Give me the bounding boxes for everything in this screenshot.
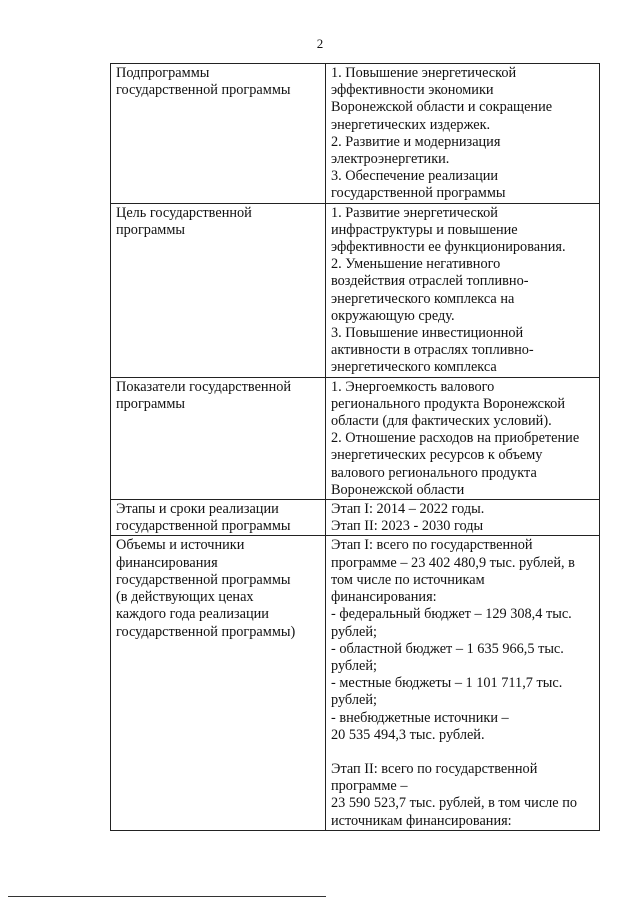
row-value-line: программе – 23 402 480,9 тыс. рублей, в	[331, 554, 575, 571]
row-value-line: Этап I: 2014 – 2022 годы.	[331, 501, 485, 518]
row-value-line: государственной программы	[331, 185, 506, 202]
row-value-cell	[326, 64, 600, 204]
row-value-line: энергетических ресурсов к объему	[331, 447, 543, 464]
table-row	[111, 377, 600, 499]
row-label-cell	[111, 64, 326, 204]
row-value-line: Воронежской области и сокращение	[331, 99, 553, 116]
row-label-cell	[111, 536, 326, 830]
row-label-line: Показатели государственной	[116, 378, 292, 395]
row-value-line: - местные бюджеты – 1 101 711,7 тыс.	[331, 675, 563, 692]
row-label-cell	[111, 500, 326, 536]
table-row	[111, 203, 600, 377]
row-value-line: воздействия отраслей топливно-	[331, 273, 529, 290]
row-label-line: государственной программы	[116, 518, 291, 535]
row-label-line: программы	[116, 221, 186, 238]
row-label-line: государственной программы	[116, 571, 291, 588]
row-value-line: окружающую среду.	[331, 307, 455, 324]
row-value-line: источникам финансирования:	[331, 812, 512, 829]
paragraph-gap	[331, 744, 595, 761]
row-value-cell	[326, 500, 600, 536]
row-label-line: Цель государственной	[116, 204, 252, 221]
row-value-line: эффективности ее функционирования.	[331, 239, 566, 256]
row-value-line: Воронежской области	[331, 481, 465, 498]
table-row	[111, 536, 600, 830]
passport-table-body	[111, 64, 600, 831]
row-value-line: инфраструктуры и повышение	[331, 221, 518, 238]
row-value-line: 2. Уменьшение негативного	[331, 256, 501, 273]
row-value-line: валового регионального продукта	[331, 464, 537, 481]
row-label-line: каждого года реализации	[116, 606, 269, 623]
row-label-line: государственной программы	[116, 82, 291, 99]
row-value-cell	[326, 203, 600, 377]
row-value-cell	[326, 536, 600, 830]
row-label-line: Подпрограммы	[116, 65, 210, 81]
row-value-line: 2. Развитие и модернизация	[331, 133, 501, 150]
row-value-line: энергетического комплекса на	[331, 290, 515, 307]
program-passport-table	[110, 63, 600, 831]
row-value-line: 1. Повышение энергетической	[331, 65, 517, 81]
row-value-line: Этап I: всего по государственной	[331, 537, 533, 554]
row-value-line: - внебюджетные источники –	[331, 709, 509, 726]
row-value-line: области (для фактических условий).	[331, 413, 552, 430]
row-value-line: активности в отраслях топливно-	[331, 342, 534, 359]
table-row	[111, 500, 600, 536]
row-value-line: финансирования:	[331, 589, 437, 606]
row-value-line: 2. Отношение расходов на приобретение	[331, 430, 580, 447]
row-value-cell	[326, 377, 600, 499]
row-label-line: Этапы и сроки реализации	[116, 501, 279, 518]
row-value-line: Этап II: 2023 - 2030 годы	[331, 518, 484, 535]
row-label-cell	[111, 203, 326, 377]
row-label-line: финансирования	[116, 554, 218, 571]
row-value-line: 1. Развитие энергетической	[331, 204, 498, 221]
row-label-cell	[111, 377, 326, 499]
page-number: 2	[316, 36, 324, 51]
row-value-line: 20 535 494,3 тыс. рублей.	[331, 726, 485, 743]
row-value-line: энергетических издержек.	[331, 116, 491, 133]
row-value-line: 3. Обеспечение реализации	[331, 168, 499, 185]
row-value-line: 1. Энергоемкость валового	[331, 378, 495, 395]
row-value-line: 3. Повышение инвестиционной	[331, 325, 524, 342]
row-value-line: энергетического комплекса	[331, 359, 497, 376]
row-value-line: эффективности экономики	[331, 82, 494, 99]
row-value-line: регионального продукта Воронежской	[331, 395, 565, 412]
row-value-line: - федеральный бюджет – 129 308,4 тыс.	[331, 606, 572, 623]
row-value-line: том числе по источникам	[331, 571, 485, 588]
row-value-line: электроэнергетики.	[331, 151, 450, 168]
row-label-line: (в действующих ценах	[116, 589, 254, 606]
row-value-line: Этап II: всего по государственной	[331, 760, 538, 777]
row-value-line: рублей;	[331, 692, 377, 709]
row-value-line: - областной бюджет – 1 635 966,5 тыс.	[331, 640, 564, 657]
row-value-line: рублей;	[331, 657, 377, 674]
row-value-line: программе –	[331, 778, 408, 795]
row-label-line: программы	[116, 395, 186, 412]
row-label-line: государственной программы)	[116, 623, 296, 640]
row-value-line: 23 590 523,7 тыс. рублей, в том числе по	[331, 795, 578, 812]
table-row	[111, 64, 600, 204]
row-value-line: рублей;	[331, 623, 377, 640]
row-label-line: Объемы и источники	[116, 537, 245, 554]
footer-divider	[8, 896, 326, 897]
